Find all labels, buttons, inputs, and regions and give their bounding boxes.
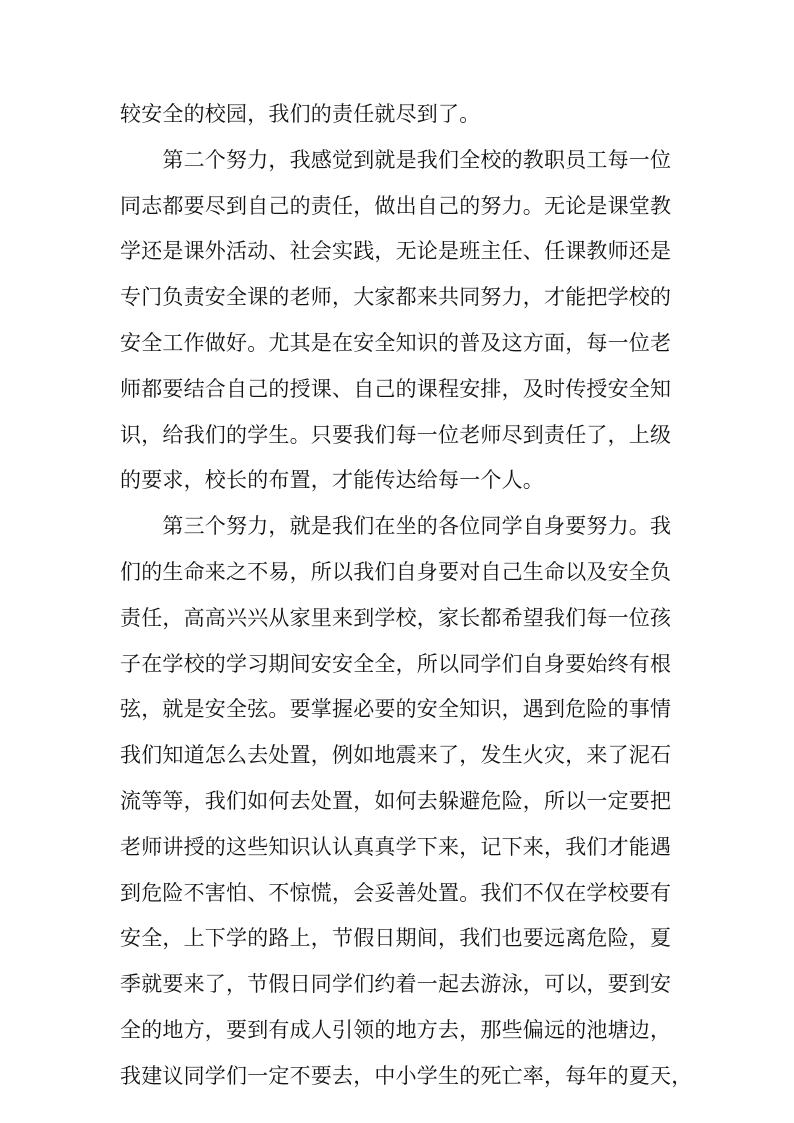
text-line: 同志都要尽到自己的责任，做出自己的努力。无论是课堂教 xyxy=(120,193,672,218)
text-line: 弦，就是安全弦。要掌握必要的安全知识，遇到危险的事情 xyxy=(120,697,672,722)
text-line: 第三个努力，就是我们在坐的各位同学自身要努力。我 xyxy=(120,514,672,539)
text-line: 我们知道怎么去处置，例如地震来了，发生火灾，来了泥石 xyxy=(120,743,672,768)
text-line: 安全工作做好。尤其是在安全知识的普及这方面，每一位老 xyxy=(120,330,672,355)
text-line: 全的地方，要到有成人引领的地方去，那些偏远的池塘边， xyxy=(120,1017,672,1042)
body-text xyxy=(120,92,693,1100)
text-line: 老师讲授的这些知识认认真真学下来，记下来，我们才能遇 xyxy=(120,834,672,859)
text-line: 流等等，我们如何去处置，如何去躲避危险，所以一定要把 xyxy=(120,788,672,813)
text-line: 责任，高高兴兴从家里来到学校，家长都希望我们每一位孩 xyxy=(120,605,672,630)
text-line: 师都要结合自己的授课、自己的课程安排，及时传授安全知 xyxy=(120,376,672,401)
text-line: 到危险不害怕、不惊慌，会妥善处置。我们不仅在学校要有 xyxy=(120,880,672,905)
text-line: 较安全的校园，我们的责任就尽到了。 xyxy=(120,102,481,126)
text-line: 专门负责安全课的老师，大家都来共同努力，才能把学校的 xyxy=(120,285,672,310)
text-line: 识，给我们的学生。只要我们每一位老师尽到责任了，上级 xyxy=(120,422,672,447)
text-line: 我建议同学们一定不要去，中小学生的死亡率，每年的夏天， xyxy=(120,1063,693,1088)
text-line: 的要求，校长的布置，才能传达给每一个人。 xyxy=(120,468,544,493)
text-line: 们的生命来之不易，所以我们自身要对自己生命以及安全负 xyxy=(120,559,672,584)
text-line: 安全，上下学的路上，节假日期间，我们也要远离危险，夏 xyxy=(120,926,672,951)
text-line: 第二个努力，我感觉到就是我们全校的教职员工每一位 xyxy=(120,147,672,172)
text-line: 季就要来了，节假日同学们约着一起去游泳，可以，要到安 xyxy=(120,972,672,997)
text-line: 学还是课外活动、社会实践，无论是班主任、任课教师还是 xyxy=(120,239,672,264)
text-line: 子在学校的学习期间安安全全，所以同学们自身要始终有根 xyxy=(120,651,672,676)
